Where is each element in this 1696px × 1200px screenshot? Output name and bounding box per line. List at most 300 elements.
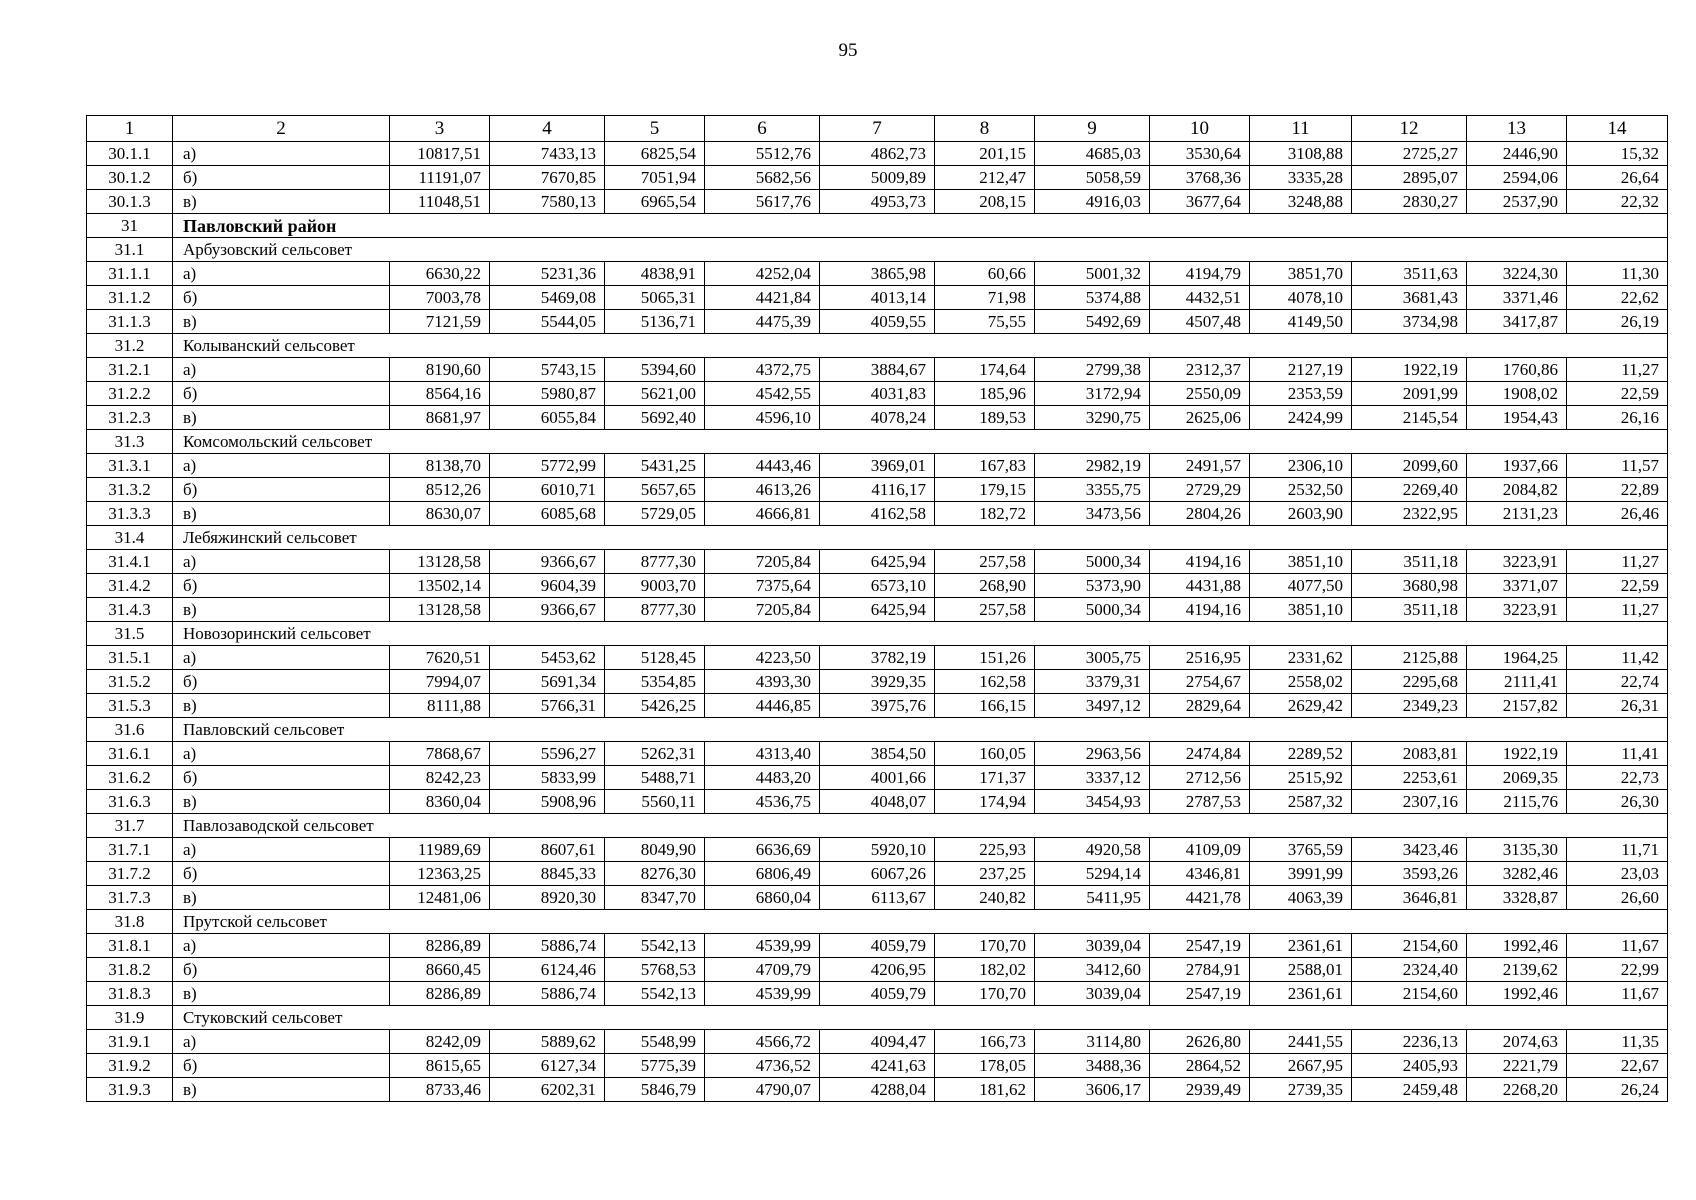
value-cell: 8660,45 [390, 958, 490, 982]
value-cell: 3680,98 [1352, 574, 1467, 598]
value-cell: 3005,75 [1035, 646, 1150, 670]
value-cell: 2099,60 [1352, 454, 1467, 478]
value-cell: 5354,85 [605, 670, 705, 694]
value-cell: 1760,86 [1467, 358, 1567, 382]
value-cell: 22,73 [1567, 766, 1668, 790]
row-label: в) [173, 502, 390, 526]
value-cell: 5657,65 [605, 478, 705, 502]
column-header: 9 [1035, 116, 1150, 142]
row-label: а) [173, 1030, 390, 1054]
value-cell: 22,99 [1567, 958, 1668, 982]
table-row [87, 406, 1668, 430]
value-cell: 2083,81 [1352, 742, 1467, 766]
value-cell: 11,57 [1567, 454, 1668, 478]
row-code: 31.3.2 [87, 478, 173, 502]
value-cell: 2787,53 [1150, 790, 1250, 814]
row-label: в) [173, 1078, 390, 1102]
value-cell: 2221,79 [1467, 1054, 1567, 1078]
row-code: 31.7.3 [87, 886, 173, 910]
value-cell: 8777,30 [605, 598, 705, 622]
row-code: 31.2.3 [87, 406, 173, 430]
value-cell: 3290,75 [1035, 406, 1150, 430]
row-label: б) [173, 1054, 390, 1078]
value-cell: 12481,06 [390, 886, 490, 910]
value-cell: 8607,61 [490, 838, 605, 862]
value-cell: 2784,91 [1150, 958, 1250, 982]
value-cell: 2963,56 [1035, 742, 1150, 766]
value-cell: 8920,30 [490, 886, 605, 910]
value-cell: 3039,04 [1035, 982, 1150, 1006]
value-cell: 4862,73 [820, 142, 935, 166]
value-cell: 5908,96 [490, 790, 605, 814]
value-cell: 5136,71 [605, 310, 705, 334]
row-label: в) [173, 190, 390, 214]
group-name: Павлозаводской сельсовет [173, 814, 1668, 838]
value-cell: 3488,36 [1035, 1054, 1150, 1078]
value-cell: 7580,13 [490, 190, 605, 214]
value-cell: 5772,99 [490, 454, 605, 478]
value-cell: 2312,37 [1150, 358, 1250, 382]
row-label: а) [173, 262, 390, 286]
value-cell: 2532,50 [1250, 478, 1352, 502]
value-cell: 1922,19 [1467, 742, 1567, 766]
row-label: в) [173, 694, 390, 718]
value-cell: 5766,31 [490, 694, 605, 718]
value-cell: 4048,07 [820, 790, 935, 814]
group-name: Прутской сельсовет [173, 910, 1668, 934]
value-cell: 181,62 [935, 1078, 1035, 1102]
value-cell: 7003,78 [390, 286, 490, 310]
table-row [87, 982, 1668, 1006]
row-label: б) [173, 166, 390, 190]
value-cell: 8286,89 [390, 982, 490, 1006]
value-cell: 3379,31 [1035, 670, 1150, 694]
value-cell: 2547,19 [1150, 982, 1250, 1006]
row-label: б) [173, 862, 390, 886]
value-cell: 60,66 [935, 262, 1035, 286]
value-cell: 11,30 [1567, 262, 1668, 286]
row-label: в) [173, 598, 390, 622]
row-label: а) [173, 742, 390, 766]
row-code: 31.7.2 [87, 862, 173, 886]
table-row [87, 838, 1668, 862]
value-cell: 166,73 [935, 1030, 1035, 1054]
row-code: 31.9.1 [87, 1030, 173, 1054]
value-cell: 5889,62 [490, 1030, 605, 1054]
value-cell: 7868,67 [390, 742, 490, 766]
value-cell: 8564,16 [390, 382, 490, 406]
table-row [87, 358, 1668, 382]
value-cell: 10817,51 [390, 142, 490, 166]
value-cell: 6067,26 [820, 862, 935, 886]
value-cell: 26,24 [1567, 1078, 1668, 1102]
table-row [87, 742, 1668, 766]
row-code: 31.8.3 [87, 982, 173, 1006]
value-cell: 2253,61 [1352, 766, 1467, 790]
value-cell: 7051,94 [605, 166, 705, 190]
value-cell: 5374,88 [1035, 286, 1150, 310]
value-cell: 8242,09 [390, 1030, 490, 1054]
value-cell: 167,83 [935, 454, 1035, 478]
value-cell: 257,58 [935, 598, 1035, 622]
value-cell: 7121,59 [390, 310, 490, 334]
value-cell: 6965,54 [605, 190, 705, 214]
value-cell: 5000,34 [1035, 550, 1150, 574]
value-cell: 2074,63 [1467, 1030, 1567, 1054]
row-code: 31.4.3 [87, 598, 173, 622]
row-label: б) [173, 958, 390, 982]
settlement-header-row [87, 526, 1668, 550]
row-code: 31.6.1 [87, 742, 173, 766]
value-cell: 4475,39 [705, 310, 820, 334]
group-name: Павловский район [173, 214, 1668, 238]
value-cell: 189,53 [935, 406, 1035, 430]
value-cell: 22,67 [1567, 1054, 1668, 1078]
value-cell: 2895,07 [1352, 166, 1467, 190]
value-cell: 8512,26 [390, 478, 490, 502]
value-cell: 6573,10 [820, 574, 935, 598]
value-cell: 4507,48 [1150, 310, 1250, 334]
value-cell: 5492,69 [1035, 310, 1150, 334]
value-cell: 2361,61 [1250, 934, 1352, 958]
value-cell: 26,46 [1567, 502, 1668, 526]
value-cell: 6010,71 [490, 478, 605, 502]
value-cell: 22,62 [1567, 286, 1668, 310]
column-header: 5 [605, 116, 705, 142]
value-cell: 2125,88 [1352, 646, 1467, 670]
value-cell: 5065,31 [605, 286, 705, 310]
value-cell: 2295,68 [1352, 670, 1467, 694]
value-cell: 3851,10 [1250, 598, 1352, 622]
value-cell: 182,02 [935, 958, 1035, 982]
value-cell: 3854,50 [820, 742, 935, 766]
row-code: 30.1.3 [87, 190, 173, 214]
value-cell: 6630,22 [390, 262, 490, 286]
value-cell: 2127,19 [1250, 358, 1352, 382]
value-cell: 11048,51 [390, 190, 490, 214]
value-cell: 3223,91 [1467, 598, 1567, 622]
value-cell: 4838,91 [605, 262, 705, 286]
value-cell: 11,27 [1567, 598, 1668, 622]
value-cell: 9366,67 [490, 550, 605, 574]
table-row [87, 454, 1668, 478]
value-cell: 3417,87 [1467, 310, 1567, 334]
value-cell: 5692,40 [605, 406, 705, 430]
value-cell: 6860,04 [705, 886, 820, 910]
value-cell: 2154,60 [1352, 982, 1467, 1006]
value-cell: 2331,62 [1250, 646, 1352, 670]
table-row [87, 142, 1668, 166]
row-code: 30.1.1 [87, 142, 173, 166]
value-cell: 3224,30 [1467, 262, 1567, 286]
value-cell: 2830,27 [1352, 190, 1467, 214]
column-header: 14 [1567, 116, 1668, 142]
table-row [87, 166, 1668, 190]
value-cell: 3328,87 [1467, 886, 1567, 910]
value-cell: 5596,27 [490, 742, 605, 766]
value-cell: 22,89 [1567, 478, 1668, 502]
value-cell: 2587,32 [1250, 790, 1352, 814]
value-cell: 8138,70 [390, 454, 490, 478]
value-cell: 4288,04 [820, 1078, 935, 1102]
value-cell: 8286,89 [390, 934, 490, 958]
value-cell: 5775,39 [605, 1054, 705, 1078]
value-cell: 237,25 [935, 862, 1035, 886]
value-cell: 5411,95 [1035, 886, 1150, 910]
value-cell: 3865,98 [820, 262, 935, 286]
value-cell: 4709,79 [705, 958, 820, 982]
value-cell: 5058,59 [1035, 166, 1150, 190]
row-label: а) [173, 454, 390, 478]
value-cell: 4194,16 [1150, 598, 1250, 622]
value-cell: 13128,58 [390, 598, 490, 622]
value-cell: 2516,95 [1150, 646, 1250, 670]
value-cell: 1964,25 [1467, 646, 1567, 670]
row-label: б) [173, 670, 390, 694]
row-code: 31.2.1 [87, 358, 173, 382]
column-number-header [87, 116, 1668, 142]
value-cell: 11,71 [1567, 838, 1668, 862]
value-cell: 4613,26 [705, 478, 820, 502]
value-cell: 1992,46 [1467, 982, 1567, 1006]
value-cell: 8777,30 [605, 550, 705, 574]
row-code: 31.4 [87, 526, 173, 550]
value-cell: 4790,07 [705, 1078, 820, 1102]
value-cell: 2739,35 [1250, 1078, 1352, 1102]
value-cell: 7670,85 [490, 166, 605, 190]
value-cell: 6113,67 [820, 886, 935, 910]
row-code: 31.2.2 [87, 382, 173, 406]
value-cell: 5294,14 [1035, 862, 1150, 886]
value-cell: 2754,67 [1150, 670, 1250, 694]
value-cell: 2712,56 [1150, 766, 1250, 790]
value-cell: 2115,76 [1467, 790, 1567, 814]
value-cell: 5560,11 [605, 790, 705, 814]
value-cell: 4736,52 [705, 1054, 820, 1078]
value-cell: 1992,46 [1467, 934, 1567, 958]
table-row [87, 790, 1668, 814]
value-cell: 3734,98 [1352, 310, 1467, 334]
value-cell: 8190,60 [390, 358, 490, 382]
group-name: Лебяжинский сельсовет [173, 526, 1668, 550]
value-cell: 2459,48 [1352, 1078, 1467, 1102]
value-cell: 2157,82 [1467, 694, 1567, 718]
value-cell: 2236,13 [1352, 1030, 1467, 1054]
value-cell: 3975,76 [820, 694, 935, 718]
value-cell: 2629,42 [1250, 694, 1352, 718]
value-cell: 3511,18 [1352, 550, 1467, 574]
settlement-header-row [87, 1006, 1668, 1030]
value-cell: 4539,99 [705, 982, 820, 1006]
value-cell: 4313,40 [705, 742, 820, 766]
value-cell: 5000,34 [1035, 598, 1150, 622]
tariff-table [86, 115, 1668, 1102]
row-code: 31.6.2 [87, 766, 173, 790]
value-cell: 2982,19 [1035, 454, 1150, 478]
row-code: 31.3.3 [87, 502, 173, 526]
column-header: 6 [705, 116, 820, 142]
row-label: б) [173, 286, 390, 310]
value-cell: 3851,70 [1250, 262, 1352, 286]
value-cell: 4013,14 [820, 286, 935, 310]
value-cell: 2139,62 [1467, 958, 1567, 982]
value-cell: 3412,60 [1035, 958, 1150, 982]
value-cell: 268,90 [935, 574, 1035, 598]
value-cell: 15,32 [1567, 142, 1668, 166]
value-cell: 9003,70 [605, 574, 705, 598]
value-cell: 2491,57 [1150, 454, 1250, 478]
row-label: в) [173, 310, 390, 334]
value-cell: 4109,09 [1150, 838, 1250, 862]
value-cell: 178,05 [935, 1054, 1035, 1078]
value-cell: 240,82 [935, 886, 1035, 910]
row-code: 31.6.3 [87, 790, 173, 814]
value-cell: 22,32 [1567, 190, 1668, 214]
table-row [87, 574, 1668, 598]
value-cell: 3782,19 [820, 646, 935, 670]
value-cell: 8733,46 [390, 1078, 490, 1102]
value-cell: 6085,68 [490, 502, 605, 526]
row-code: 31.5.2 [87, 670, 173, 694]
value-cell: 3473,56 [1035, 502, 1150, 526]
column-header: 12 [1352, 116, 1467, 142]
settlement-header-row [87, 910, 1668, 934]
value-cell: 23,03 [1567, 862, 1668, 886]
row-code: 31.4.2 [87, 574, 173, 598]
value-cell: 4059,79 [820, 982, 935, 1006]
value-cell: 4241,63 [820, 1054, 935, 1078]
row-code: 31.5.3 [87, 694, 173, 718]
row-code: 31.8.1 [87, 934, 173, 958]
value-cell: 4432,51 [1150, 286, 1250, 310]
value-cell: 166,15 [935, 694, 1035, 718]
value-cell: 4542,55 [705, 382, 820, 406]
table-row [87, 190, 1668, 214]
value-cell: 11,67 [1567, 934, 1668, 958]
value-cell: 2729,29 [1150, 478, 1250, 502]
value-cell: 5544,05 [490, 310, 605, 334]
row-label: б) [173, 382, 390, 406]
value-cell: 170,70 [935, 982, 1035, 1006]
row-label: а) [173, 646, 390, 670]
value-cell: 5548,99 [605, 1030, 705, 1054]
value-cell: 4431,88 [1150, 574, 1250, 598]
value-cell: 5394,60 [605, 358, 705, 382]
value-cell: 26,19 [1567, 310, 1668, 334]
value-cell: 2939,49 [1150, 1078, 1250, 1102]
district-header-row [87, 214, 1668, 238]
value-cell: 2537,90 [1467, 190, 1567, 214]
value-cell: 3851,10 [1250, 550, 1352, 574]
value-cell: 5920,10 [820, 838, 935, 862]
table-row [87, 598, 1668, 622]
group-name: Павловский сельсовет [173, 718, 1668, 742]
column-header: 3 [390, 116, 490, 142]
value-cell: 8049,90 [605, 838, 705, 862]
value-cell: 5743,15 [490, 358, 605, 382]
value-cell: 2799,38 [1035, 358, 1150, 382]
value-cell: 6806,49 [705, 862, 820, 886]
value-cell: 3248,88 [1250, 190, 1352, 214]
row-code: 31.7 [87, 814, 173, 838]
table-row [87, 1078, 1668, 1102]
row-label: б) [173, 478, 390, 502]
value-cell: 2625,06 [1150, 406, 1250, 430]
value-cell: 2446,90 [1467, 142, 1567, 166]
value-cell: 174,64 [935, 358, 1035, 382]
value-cell: 4393,30 [705, 670, 820, 694]
table-row [87, 766, 1668, 790]
row-code: 31.9 [87, 1006, 173, 1030]
table-row [87, 958, 1668, 982]
column-header: 13 [1467, 116, 1567, 142]
value-cell: 13128,58 [390, 550, 490, 574]
value-cell: 3606,17 [1035, 1078, 1150, 1102]
value-cell: 2424,99 [1250, 406, 1352, 430]
value-cell: 4116,17 [820, 478, 935, 502]
value-cell: 4059,55 [820, 310, 935, 334]
row-code: 31.4.1 [87, 550, 173, 574]
table-row [87, 310, 1668, 334]
value-cell: 4566,72 [705, 1030, 820, 1054]
value-cell: 8276,30 [605, 862, 705, 886]
row-code: 31 [87, 214, 173, 238]
value-cell: 8111,88 [390, 694, 490, 718]
value-cell: 2804,26 [1150, 502, 1250, 526]
row-label: в) [173, 982, 390, 1006]
value-cell: 9366,67 [490, 598, 605, 622]
value-cell: 11,27 [1567, 358, 1668, 382]
value-cell: 6127,34 [490, 1054, 605, 1078]
value-cell: 2550,09 [1150, 382, 1250, 406]
value-cell: 2324,40 [1352, 958, 1467, 982]
value-cell: 2145,54 [1352, 406, 1467, 430]
value-cell: 4446,85 [705, 694, 820, 718]
value-cell: 2515,92 [1250, 766, 1352, 790]
row-label: а) [173, 142, 390, 166]
value-cell: 4483,20 [705, 766, 820, 790]
row-code: 31.8.2 [87, 958, 173, 982]
value-cell: 4059,79 [820, 934, 935, 958]
value-cell: 4162,58 [820, 502, 935, 526]
row-label: б) [173, 574, 390, 598]
settlement-header-row [87, 622, 1668, 646]
value-cell: 12363,25 [390, 862, 490, 886]
value-cell: 5542,13 [605, 982, 705, 1006]
value-cell: 4078,24 [820, 406, 935, 430]
value-cell: 4421,78 [1150, 886, 1250, 910]
value-cell: 3371,46 [1467, 286, 1567, 310]
value-cell: 5431,25 [605, 454, 705, 478]
value-cell: 3114,80 [1035, 1030, 1150, 1054]
value-cell: 13502,14 [390, 574, 490, 598]
value-cell: 5682,56 [705, 166, 820, 190]
settlement-header-row [87, 430, 1668, 454]
value-cell: 3172,94 [1035, 382, 1150, 406]
value-cell: 8360,04 [390, 790, 490, 814]
group-name: Арбузовский сельсовет [173, 238, 1668, 262]
value-cell: 4223,50 [705, 646, 820, 670]
value-cell: 2268,20 [1467, 1078, 1567, 1102]
value-cell: 2322,95 [1352, 502, 1467, 526]
value-cell: 160,05 [935, 742, 1035, 766]
value-cell: 3677,64 [1150, 190, 1250, 214]
value-cell: 4666,81 [705, 502, 820, 526]
value-cell: 7433,13 [490, 142, 605, 166]
value-cell: 4194,79 [1150, 262, 1250, 286]
value-cell: 8630,07 [390, 502, 490, 526]
row-label: а) [173, 838, 390, 862]
